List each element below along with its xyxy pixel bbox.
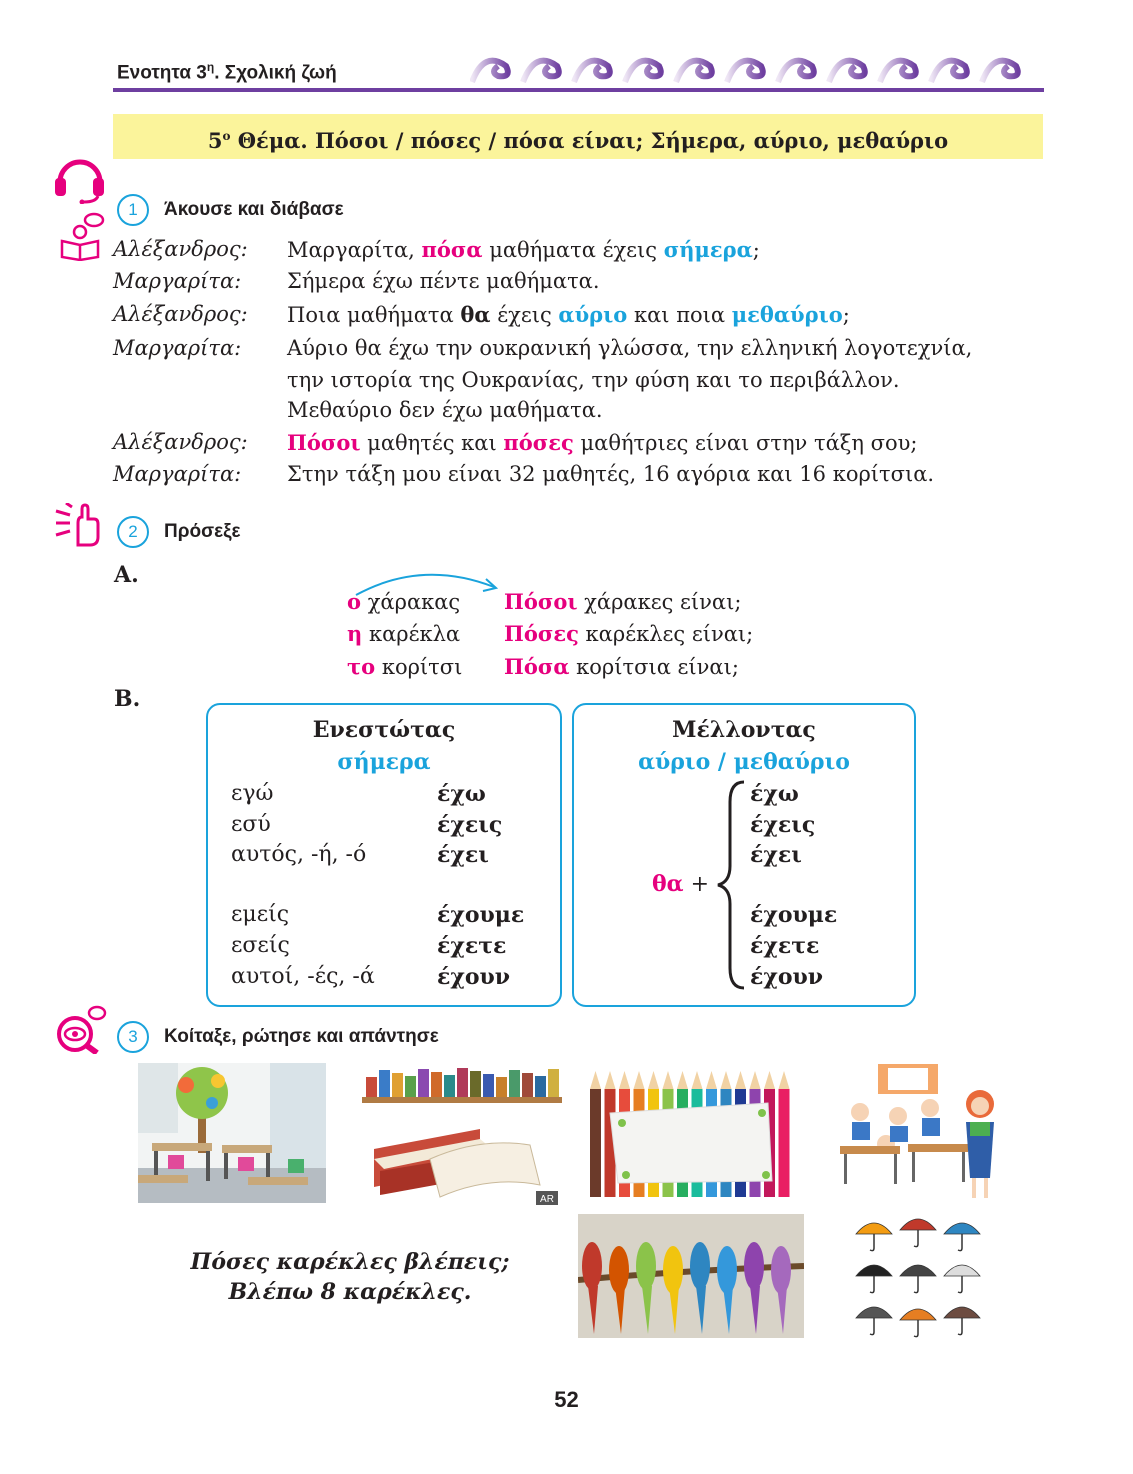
noun: κορίτσι [375, 655, 463, 679]
wave-swirl [574, 61, 610, 82]
article: ο [347, 589, 362, 614]
section-number-2: 2 [117, 516, 149, 548]
parrot [636, 1242, 656, 1290]
shelf-book [405, 1076, 416, 1097]
dialogue-speaker: Μαργαρίτα: [113, 462, 242, 486]
wave-swirl [778, 61, 814, 82]
dialogue-text: μαθητές και [360, 431, 504, 455]
shelf-book [457, 1068, 468, 1097]
shelf-book [431, 1072, 442, 1097]
dialogue-speaker: Μαργαρίτα: [113, 336, 242, 360]
present-verb: έχεις [437, 812, 503, 838]
parrot [690, 1242, 710, 1290]
present-verb: έχει [437, 842, 489, 868]
dialogue-text: Στην τάξη μου είναι 32 μαθητές, 16 αγόρια και 16 κορίτσια. [287, 462, 935, 486]
dialogue-text: Μεθαύριο δεν έχω μαθήματα. [287, 398, 603, 422]
pencil [590, 1089, 601, 1197]
dialogue-text: Ποια μαθήματα [287, 303, 461, 327]
question-rest: καρέκλες είναι; [578, 622, 754, 646]
pronoun: εμείς [231, 902, 290, 927]
question-form [504, 589, 741, 614]
pronoun: εσύ [231, 812, 271, 837]
page-number: 52 [554, 1387, 579, 1412]
dialogue-line [287, 368, 900, 392]
dialogue-line [287, 302, 850, 327]
pronoun: εγώ [231, 781, 274, 806]
noun: χάρακας [361, 590, 461, 614]
pronoun: εσείς [231, 933, 290, 958]
dialogue-line [287, 237, 760, 262]
dialogue-line [287, 430, 917, 455]
question-form [504, 621, 753, 646]
article: το [347, 654, 376, 679]
future-title: Μέλλοντας [672, 717, 816, 743]
dialogue-line [287, 269, 600, 293]
shelf-book [548, 1069, 559, 1097]
caption-answer: Βλέπω 8 καρέκλες. [228, 1279, 472, 1305]
future-verb: έχεις [750, 812, 816, 838]
wave-swirl [676, 61, 712, 82]
present-title: Ενεστώτας [312, 717, 456, 743]
classroom-photo [138, 1063, 326, 1203]
dialogue-text: έχεις [490, 303, 559, 327]
shelf-book [392, 1073, 403, 1097]
shelf-book [379, 1070, 390, 1097]
future-verb: έχω [750, 781, 799, 807]
shelf-book [509, 1070, 520, 1097]
dialogue-text: πόσα [421, 237, 483, 262]
dialogue-text: Σήμερα έχω πέντε μαθήματα. [287, 269, 600, 293]
dialogue-text: σήμερα [663, 237, 753, 262]
question-rest: χάρακες είναι; [577, 590, 742, 614]
curly-brace-icon [712, 778, 748, 992]
label-a: Α. [114, 562, 139, 588]
section-title-3: Κοίταξε, ρώτησε και απάντησε [164, 1026, 439, 1047]
shelf-book [535, 1076, 546, 1097]
dialogue-text: την ιστορία της Ουκρανίας, την φύση και το περιβάλλον. [287, 368, 900, 392]
wave-swirl [523, 61, 559, 82]
shelf-book [418, 1069, 429, 1097]
article-noun [347, 621, 460, 646]
dialogue-text: πόσες [503, 430, 574, 455]
dialogue-text: μεθαύριο [731, 302, 843, 327]
pencils-photo [582, 1063, 798, 1200]
wave-ornament [470, 48, 1045, 88]
shelf-book [366, 1077, 377, 1097]
ar-badge: AR [540, 1194, 554, 1205]
present-verb: έχετε [437, 933, 507, 959]
question-word: Πόσες [504, 621, 579, 646]
dialogue-text: ; [842, 303, 850, 327]
unit-header: Ενοτητα $3^\eta$. Σχολική ζωή [117, 60, 337, 84]
article: η [347, 621, 363, 646]
wave-swirl [727, 61, 763, 82]
present-subtitle: σήμερα [337, 749, 431, 775]
question-rest: κορίτσια είναι; [569, 655, 739, 679]
shelf-book [470, 1071, 481, 1097]
class-children-photo [830, 1060, 1006, 1202]
dialogue-speaker: Αλέξανδρος: [113, 237, 248, 261]
parrot [744, 1242, 764, 1290]
label-b: Β. [114, 686, 141, 712]
dialogue-text: Αύριο θα έχω την ουκρανική γλώσσα, την ελληνική λογοτεχνία, [287, 336, 973, 360]
parrots-photo [578, 1214, 804, 1338]
pointing-hand-icon [54, 503, 104, 549]
article-noun [347, 654, 462, 679]
dialogue-speaker: Μαργαρίτα: [113, 269, 242, 293]
dialogue-text: και ποια [627, 303, 732, 327]
shelf-book [483, 1074, 494, 1097]
shelf-book [444, 1075, 455, 1097]
header-rule [113, 88, 1044, 92]
section-title-1: Άκουσε και διάβασε [164, 199, 344, 220]
umbrellas-photo [852, 1212, 986, 1340]
article-noun [347, 589, 460, 614]
future-verb: έχει [750, 842, 802, 868]
pencil [779, 1089, 790, 1197]
dialogue-text: θα [460, 302, 491, 327]
books-photo [360, 1063, 568, 1208]
dialogue-text: ; [752, 238, 760, 262]
section-number-1: 1 [117, 194, 149, 226]
future-particle: θα + [652, 871, 710, 897]
shelf-book [496, 1077, 507, 1097]
question-form [504, 654, 739, 679]
section-title-2: Πρόσεξε [164, 521, 241, 542]
dialogue-text: Μαργαρίτα, [287, 238, 422, 262]
dialogue-speaker: Αλέξανδρος: [113, 302, 248, 326]
wave-swirl [625, 61, 661, 82]
present-verb: έχουμε [437, 902, 525, 928]
question-word: Πόσα [504, 654, 570, 679]
dialogue-text: μαθήτριες είναι στην τάξη σου; [573, 431, 918, 455]
caption-question: Πόσες καρέκλες βλέπεις; [190, 1249, 510, 1275]
future-verb: έχουμε [750, 902, 838, 928]
present-verb: έχω [437, 781, 486, 807]
pronoun: αυτός, -ή, -ό [231, 842, 367, 867]
magnifier-eye-icon [53, 1004, 107, 1054]
future-subtitle: αύριο / μεθαύριο [638, 749, 850, 775]
pronoun: αυτοί, -ές, -ά [231, 964, 375, 989]
wave-swirl [982, 61, 1018, 82]
wave-swirl [931, 61, 967, 82]
dialogue-line [287, 398, 603, 422]
noun: καρέκλα [362, 622, 461, 646]
dialogue-text: μαθήματα έχεις [482, 238, 664, 262]
wave-swirl [829, 61, 865, 82]
example-caption [170, 1247, 530, 1307]
future-verb: έχουν [750, 964, 824, 990]
dialogue-text: αύριο [558, 302, 628, 327]
present-verb: έχουν [437, 964, 511, 990]
wave-swirl [880, 61, 916, 82]
future-verb: έχετε [750, 933, 820, 959]
question-word: Πόσοι [504, 589, 578, 614]
headphones-icon [52, 152, 107, 204]
dialogue-speaker: Αλέξανδρος: [113, 430, 248, 454]
dialogue-line [287, 462, 934, 486]
shelf-book [522, 1073, 533, 1097]
theme-banner: $5^o$ Θέμα. Πόσοι / πόσες / πόσα είναι; Σήμερα, αύριο, μεθαύριο [113, 114, 1043, 159]
dialogue-text: Πόσοι [287, 430, 361, 455]
parrot [582, 1242, 602, 1290]
section-number-3: 3 [117, 1021, 149, 1053]
reading-child-icon [58, 211, 108, 261]
wave-swirl [472, 61, 508, 82]
dialogue-line [287, 336, 972, 360]
